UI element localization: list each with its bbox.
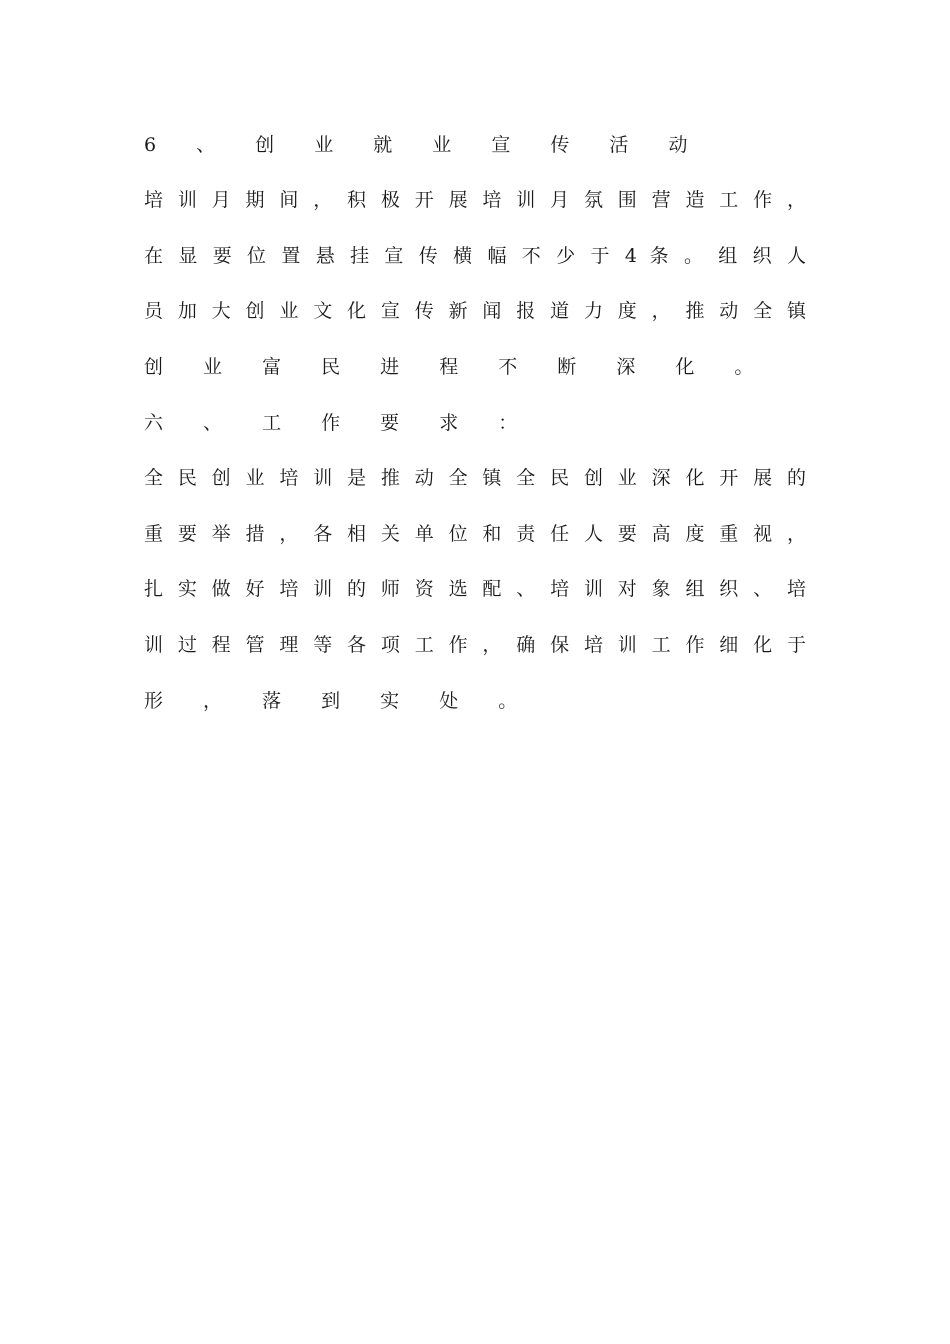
- paragraph-line: 扎 实 做 好 培 训 的 师 资 选 配 、 培 训 对 象 组 织 、 培: [144, 578, 808, 600]
- paragraph-line: 创 业 富 民 进 程 不 断 深 化 。: [144, 356, 771, 378]
- paragraph-line: 重 要 举 措 ， 各 相 关 单 位 和 责 任 人 要 高 度 重 视 ，: [144, 523, 808, 545]
- paragraph-line: 在 显 要 位 置 悬 挂 宣 传 横 幅 不 少 于 4 条 。 组 织 人: [144, 245, 808, 267]
- section-heading-6: 6 、 创 业 就 业 宣 传 活 动: [144, 134, 705, 156]
- paragraph-line: 培 训 月 期 间 ， 积 极 开 展 培 训 月 氛 围 营 造 工 作 ，: [144, 189, 808, 211]
- section-heading-requirements: 六 、 工 作 要 求 ：: [144, 412, 535, 434]
- paragraph-line: 员 加 大 创 业 文 化 宣 传 新 闻 报 道 力 度 ， 推 动 全 镇: [144, 300, 808, 322]
- paragraph-line: 训 过 程 管 理 等 各 项 工 作 ， 确 保 培 训 工 作 细 化 于: [144, 634, 808, 656]
- paragraph-line: 全 民 创 业 培 训 是 推 动 全 镇 全 民 创 业 深 化 开 展 的: [144, 467, 808, 489]
- paragraph-line: 形 ， 落 到 实 处 。: [144, 690, 535, 712]
